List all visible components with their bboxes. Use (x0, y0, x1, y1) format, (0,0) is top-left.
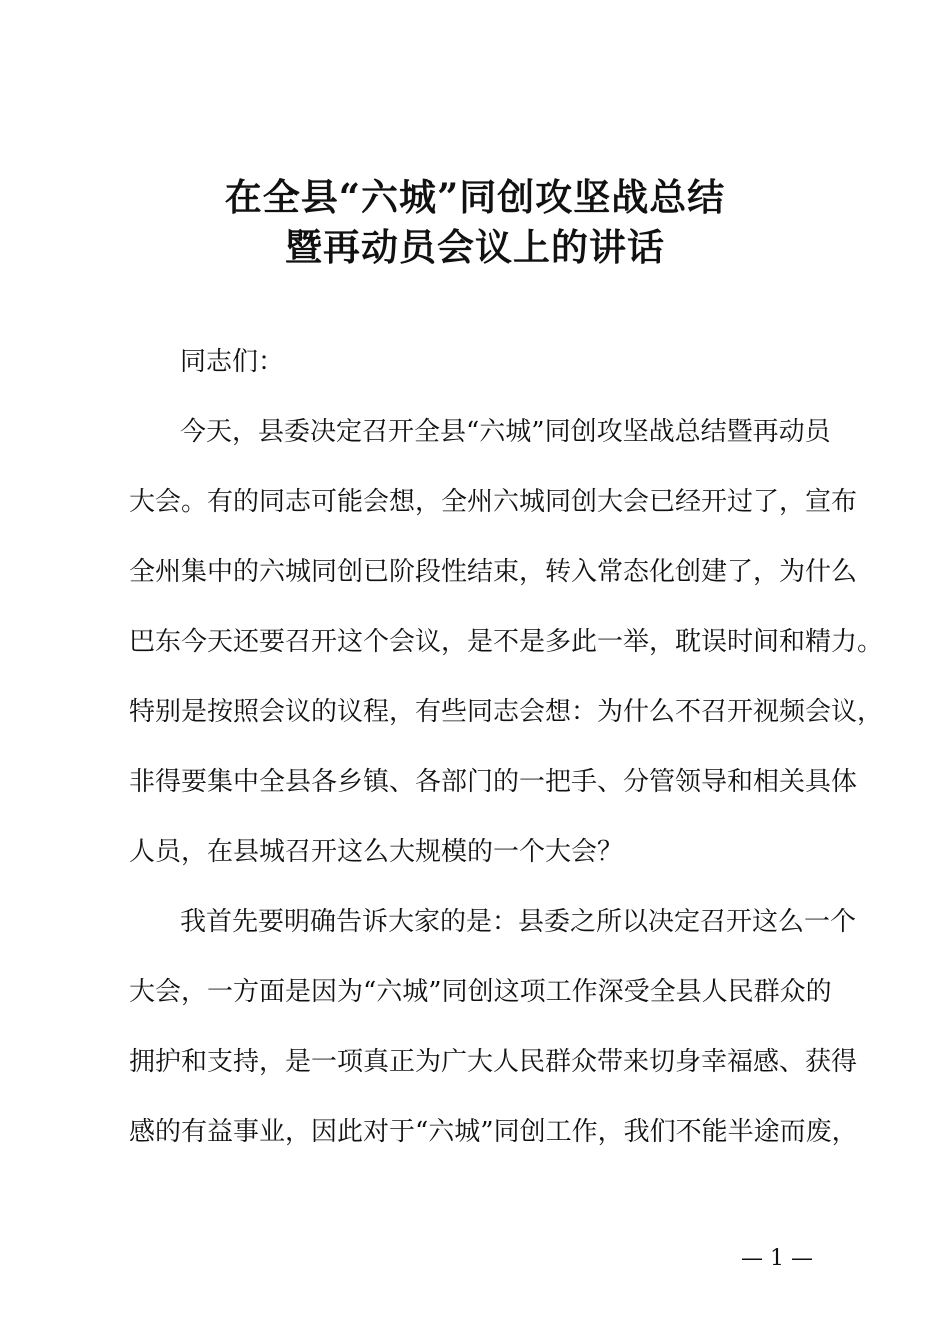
paragraph-2-line-1: 我首先要明确告诉大家的是：县委之所以决定召开这么一个 (180, 907, 857, 937)
paragraph-2-line-3: 拥护和支持，是一项真正为广大人民群众带来切身幸福感、获得 (129, 1047, 858, 1077)
document-title-line-2: 暨再动员会议上的讲话 (285, 225, 665, 269)
paragraph-1-line-1: 今天，县委决定召开全县“六城”同创攻坚战总结暨再动员 (180, 417, 831, 447)
paragraph-1-line-4: 巴东今天还要召开这个会议，是不是多此一举，耽误时间和精力。 (129, 627, 884, 657)
paragraph-1-line-6: 非得要集中全县各乡镇、各部门的一把手、分管领导和相关具体 (129, 767, 858, 797)
paragraph-1-line-3: 全州集中的六城同创已阶段性结束，转入常态化创建了，为什么 (129, 557, 858, 587)
document-title-line-1: 在全县“六城”同创攻坚战总结 (224, 175, 726, 219)
salutation: 同志们： (180, 347, 285, 377)
paragraph-1-line-2: 大会。有的同志可能会想，全州六城同创大会已经开过了，宣布 (129, 487, 858, 517)
paragraph-1-line-5: 特别是按照会议的议程，有些同志会想：为什么不召开视频会议， (129, 697, 884, 727)
page-number: — 1 — (741, 1246, 813, 1271)
paragraph-1-line-7: 人员，在县城召开这么大规模的一个大会？ (129, 837, 624, 867)
paragraph-2-line-4: 感的有益事业，因此对于“六城”同创工作，我们不能半途而废， (129, 1117, 858, 1147)
paragraph-2-line-2: 大会，一方面是因为“六城”同创这项工作深受全县人民群众的 (129, 977, 832, 1007)
